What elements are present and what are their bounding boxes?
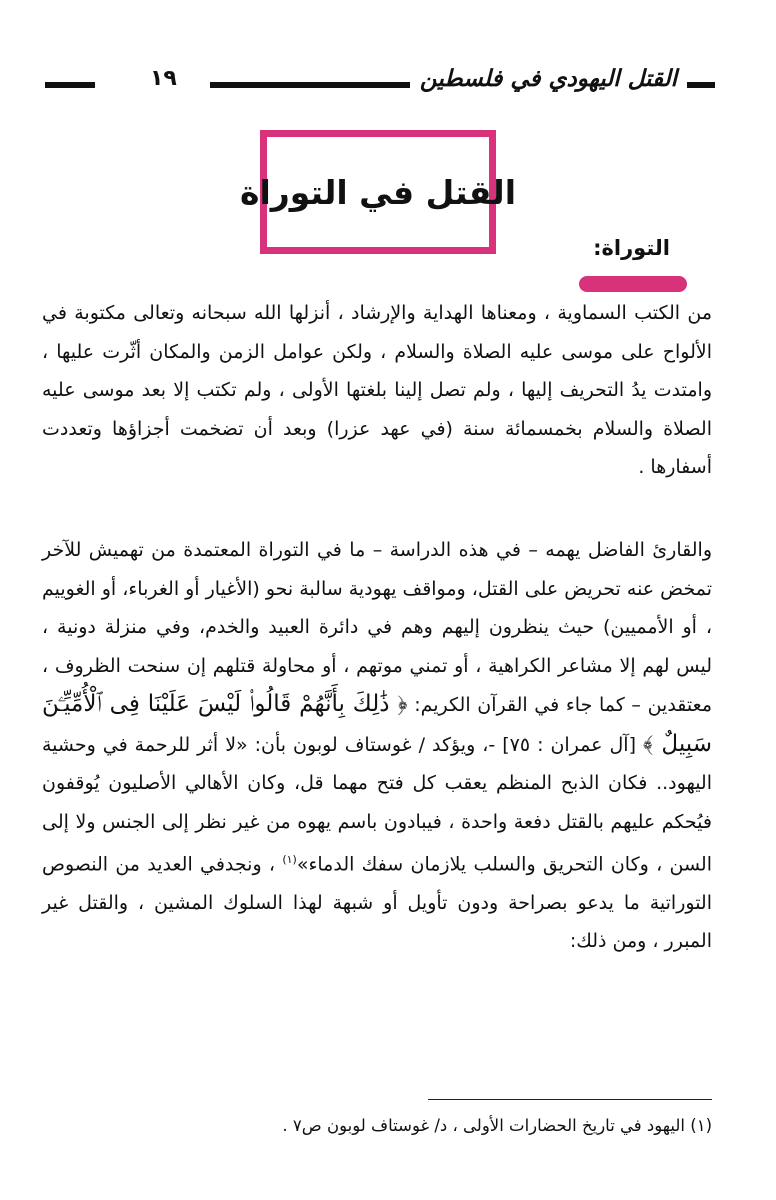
subheading-highlight [579, 276, 687, 292]
subheading-torah: التوراة: [593, 236, 670, 260]
header-rule-left [45, 82, 95, 88]
chapter-title-box [240, 130, 517, 254]
footnote-divider [428, 1099, 712, 1100]
header-rule-right [687, 82, 715, 88]
paragraph-2 [42, 531, 712, 961]
paragraph-1: من الكتب السماوية ، ومعناها الهداية والإرشاد ، أنزلها الله سبحانه وتعالى مكتوبة في الألواح على موسى عليه الصلاة والسلام ، ولكن عوامل الزمن والمكان أثّرت عليها ، وامتدت يدُ التحريف إليها ، ولم تصل إلينا بلغتها الأولى ، ولم تكتب إلا بعد موسى عليه الصلاة والسلام بخمسمائة سنة (في عهد عزرا) وبعد أن تضخمت أجزاؤها وتعددت أسفارها . [42, 302, 712, 478]
page-number: ١٩ [150, 66, 177, 91]
book-title: القتل اليهودي في فلسطين [419, 66, 677, 92]
quran-verse: ﴿ ذَٰلِكَ بِأَنَّهُمْ قَالُوا۟ لَيْسَ عَلَيْنَا فِى ٱلْأُمِّيِّـۧنَ سَبِيلٌ ﴾ [42, 691, 713, 757]
chapter-title: القتل في التوراة [240, 172, 517, 212]
paragraph-2-quote: [آل عمران : ٧٥] -، ويؤكد / غوستاف لوبون بأن: «لا أثر للرحمة في وحشية اليهود.. فكان الذبح المنظم يعقب كل فتح مهما قل، وكان الأهالي الأصليون يُوقفون فيُحكم عليهم بالقتل دفعة واحدة ، فيبادون باسم يهوه من غير نظر إلى الجنس ولا إلى السن ، وكان التحريق والسلب يلازمان سفك الدماء» [42, 733, 712, 876]
footnote-reference: (١) [282, 853, 297, 866]
footnote-text: (١) اليهود في تاريخ الحضارات الأولى ، د/ غوستاف لوبون ص٧ . [282, 1116, 712, 1135]
header-rule-middle [210, 82, 410, 88]
paragraph-2-closing: ، ونجدفي العديد من النصوص التوراتية ما يدعو بصراحة ودون تأويل أو شبهة لهذا السلوك المشين ، والقتل غير المبرر ، ومن ذلك: [42, 853, 712, 953]
running-header [45, 62, 715, 106]
paragraph-2-intro: والقارئ الفاضل يهمه – في هذه الدراسة – ما في التوراة المعتمدة من تهميش للآخر تمخض عنه تحريض على القتل، ومواقف يهودية سالبة نحو (الأغيار أو الغرباء، أو الغوييم ، أو الأمميين) حيث ينظرون إليهم وهم في دائرة العبيد والخدم، وفي منزلة دونية ، ليس لهم إلا مشاعر الكراهية ، أو تمني موتهم ، أو محاولة قتلهم إن سنحت الظروف ، معتقدين – كما جاء في القرآن الكريم: [41, 539, 712, 716]
